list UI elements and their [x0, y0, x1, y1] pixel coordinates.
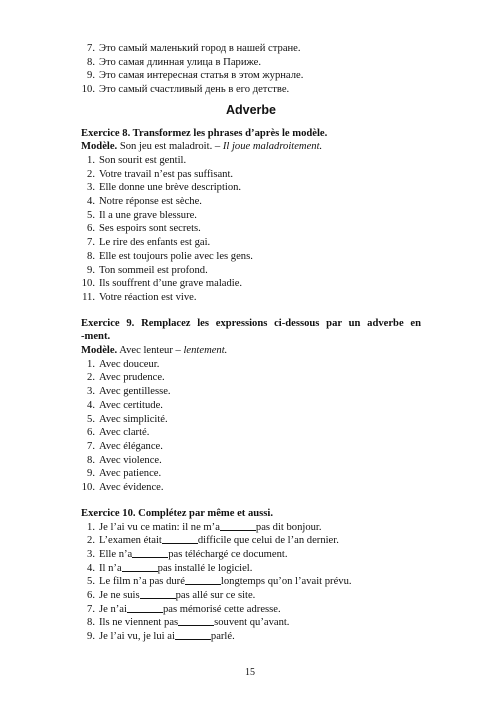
fill-in-blank: [162, 534, 198, 544]
list-item: 6. Avec clarté.: [87, 427, 150, 439]
list-item: 2. Avec prudence.: [87, 372, 165, 384]
list-item: 8. Avec violence.: [87, 454, 162, 466]
exercise-title-continued: -ment.: [81, 331, 111, 343]
list-item: 7. Je n’ai pas mémorisé cette adresse.: [87, 603, 281, 615]
list-item: 3. Elle donne une brève description.: [87, 182, 242, 194]
list-item: 8. Это самая длинная улица в Париже.: [87, 56, 262, 68]
list-item: 2. Votre travail n’est pas suffisant.: [87, 168, 234, 180]
fill-in-blank: [178, 616, 214, 626]
exercise-title: Exercice 10. Complétez par même et aussi.: [81, 507, 274, 519]
list-item: 9. Avec patience.: [87, 468, 162, 480]
exercise-9: [81, 317, 421, 495]
exercise-10: [81, 507, 421, 644]
exercise-title: Exercice 9. Remplacez les expressions ci-dessous par un adverbe en: [81, 317, 421, 329]
spacer: [81, 495, 421, 507]
list-item: 7. Это самый маленький город в нашей стране.: [87, 43, 301, 54]
fill-in-blank: [185, 575, 221, 585]
page-number: 15: [245, 667, 255, 678]
list-item: 9. Это самая интересная статья в этом журнале.: [87, 70, 304, 82]
list-item: 5. Avec simplicité.: [87, 413, 168, 425]
list-item: 9. Je l’ai vu, je lui ai parlé.: [87, 631, 235, 643]
list-item: 4. Notre réponse est sèche.: [87, 196, 202, 208]
list-item: 4. Il n’a pas installé le logiciel.: [87, 562, 253, 574]
fill-in-blank: [122, 562, 158, 572]
section-heading: Adverbe: [225, 102, 277, 117]
list-item: 3. Elle n’a pas téléchargé ce document.: [87, 548, 288, 560]
list-item: 11. Votre réaction est vive.: [82, 291, 197, 303]
model-example: Modèle. Son jeu est maladroit. – Il joue maladroitement.: [81, 141, 323, 153]
list-item: 7. Avec élégance.: [87, 440, 163, 452]
list-item: 10. Avec évidence.: [81, 482, 164, 494]
fill-in-blank: [132, 548, 168, 558]
list-item: 10. Ils souffrent d’une grave maladie.: [81, 278, 243, 290]
list-item: 3. Avec gentillesse.: [87, 386, 171, 398]
page-content: [81, 42, 421, 644]
fill-in-blank: [127, 603, 163, 613]
spacer: [81, 305, 421, 317]
list-item: 5. Il a une grave blessure.: [87, 209, 197, 221]
list-item: 6. Je ne suis pas allé sur ce site.: [87, 590, 256, 602]
list-item: 4. Avec certitude.: [87, 399, 163, 411]
list-item: 8. Elle est toujours polie avec les gens.: [87, 250, 253, 262]
model-example: Modèle. Avec lenteur – lentement.: [81, 345, 228, 357]
list-item: 1. Je l’ai vu ce matin: il ne m’a pas dit bonjour.: [87, 521, 322, 533]
list-item: 1. Son sourit est gentil.: [87, 154, 187, 166]
list-item: 9. Ton sommeil est profond.: [87, 264, 208, 276]
fill-in-blank: [140, 589, 176, 599]
exercise-title: Exercice 8. Transformez les phrases d’après le modèle.: [81, 127, 328, 139]
list-item: 6. Ses espoirs sont secrets.: [87, 223, 201, 235]
list-item: 2. L’examen était difficile que celui de l’an dernier.: [87, 535, 339, 547]
fill-in-blank: [220, 521, 256, 531]
list-item: 10. Это самый счастливый день в его детстве.: [81, 84, 290, 96]
list-item: 7. Le rire des enfants est gai.: [87, 237, 211, 249]
list-item: 1. Avec douceur.: [87, 358, 160, 370]
list-item: 5. Le film n’a pas duré longtemps qu’on l’avait prévu.: [87, 576, 352, 588]
list-item: 8. Ils ne viennent pas souvent qu’avant.: [87, 617, 290, 629]
exercise-8: [81, 127, 421, 305]
russian-sentence-list: [81, 42, 421, 97]
fill-in-blank: [175, 630, 211, 640]
